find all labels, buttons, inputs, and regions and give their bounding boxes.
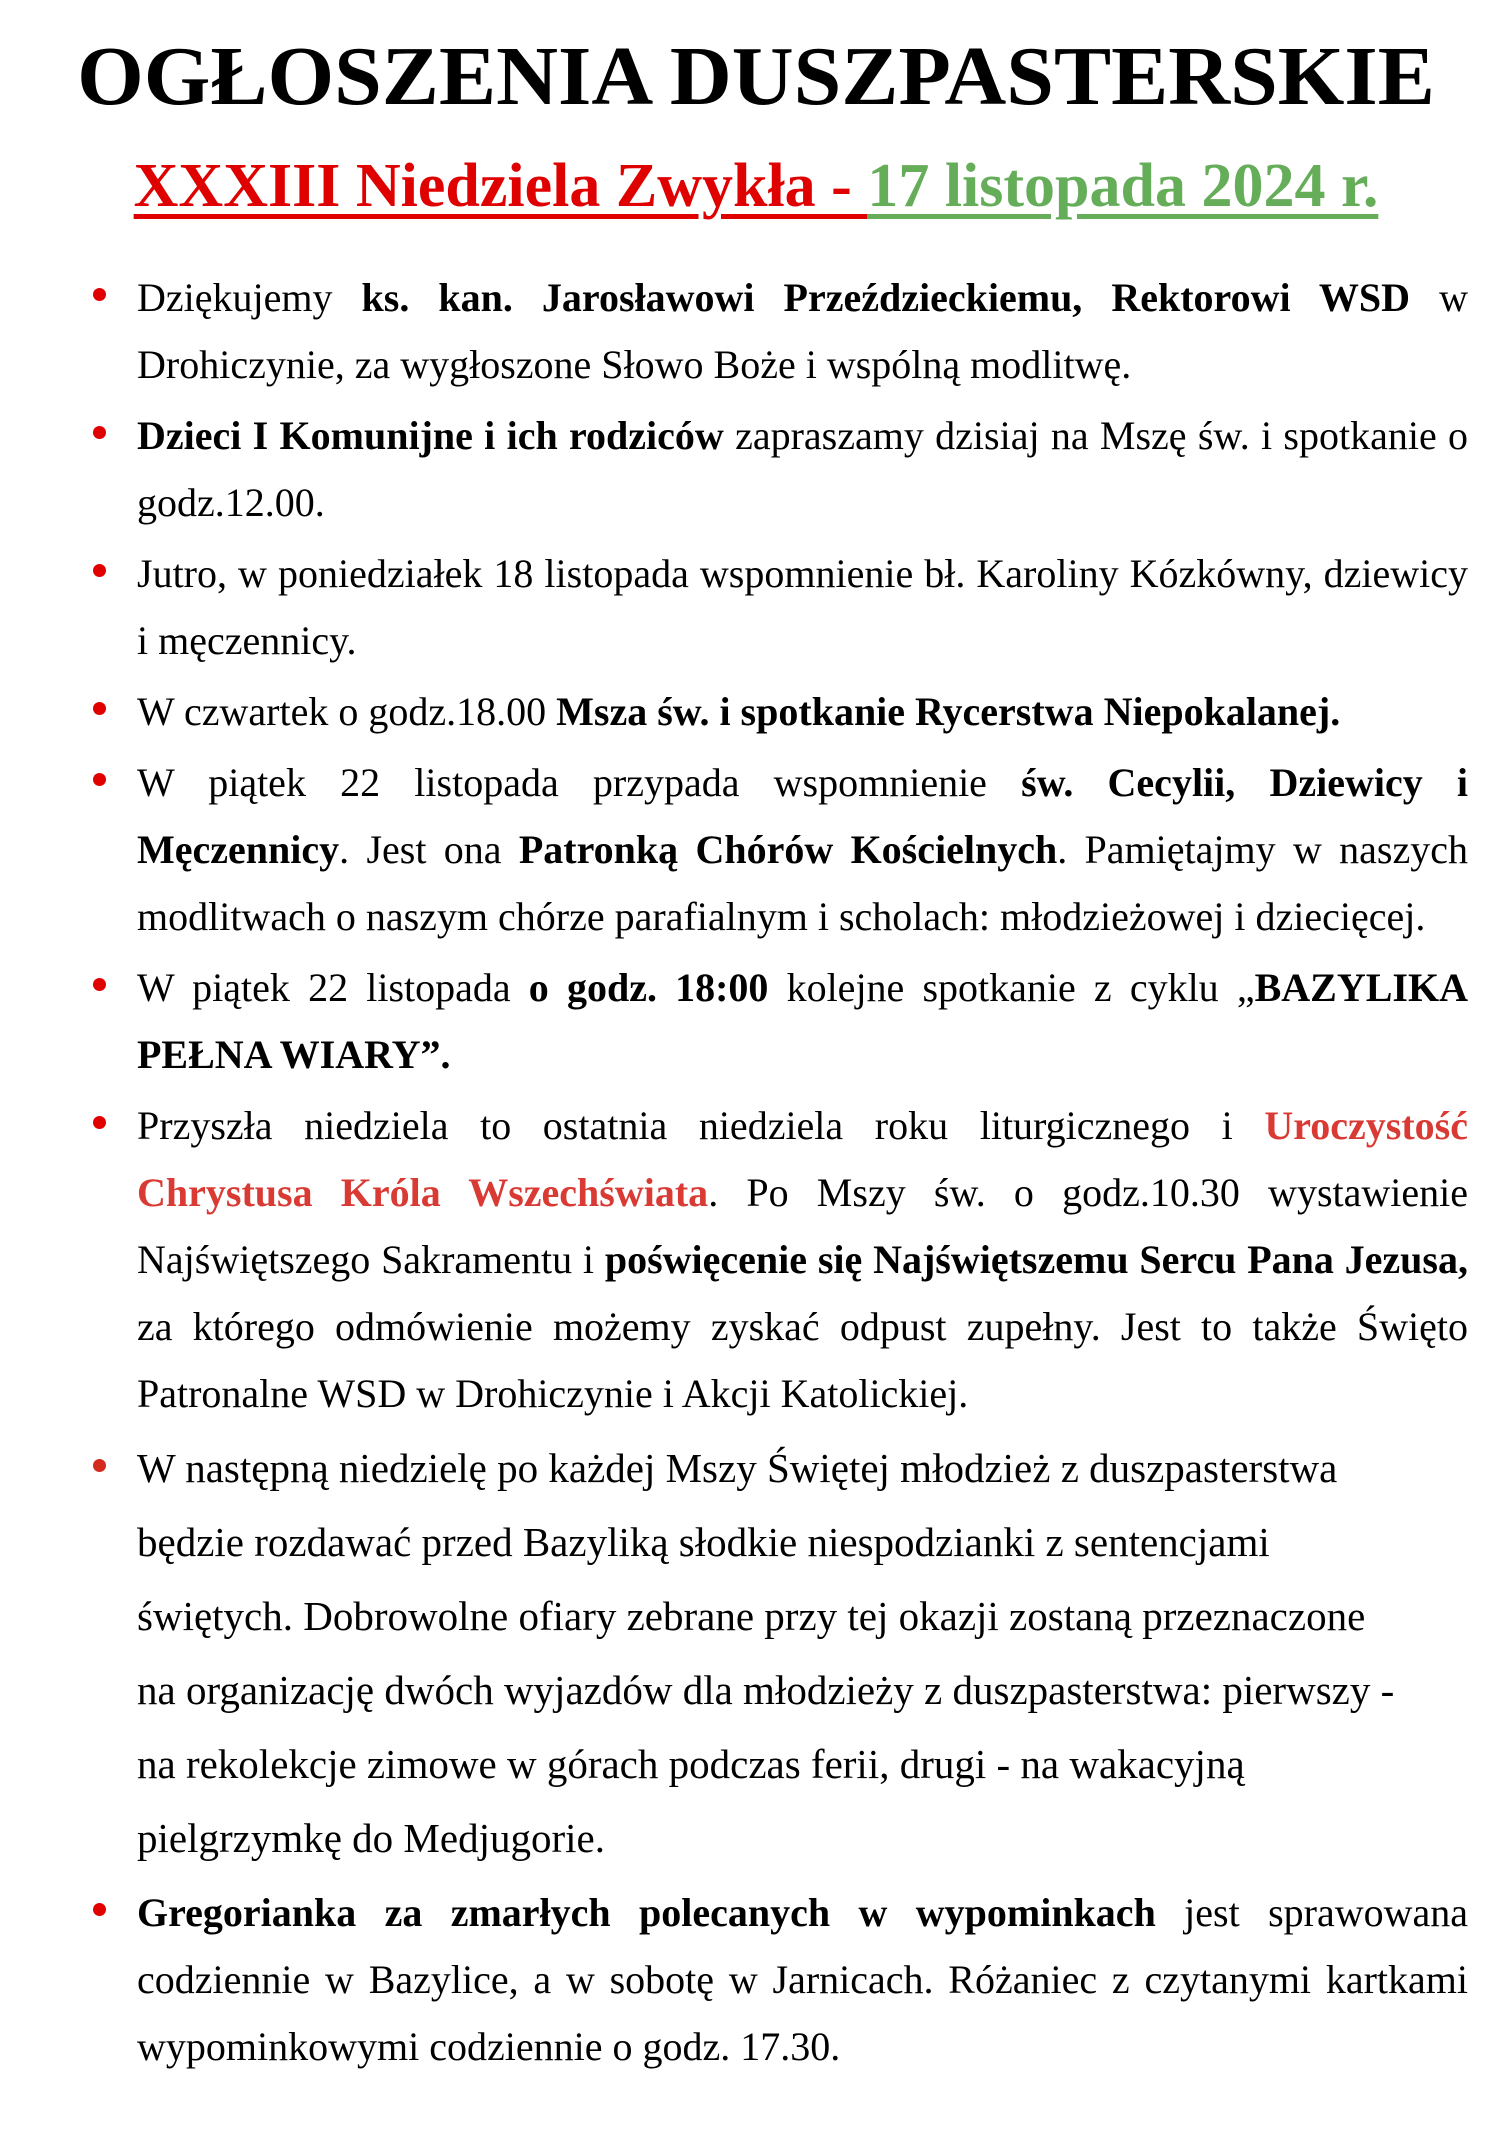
announcement-line: na organizację dwóch wyjazdów dla młodzieży z duszpasterstwa: pierwszy - [137, 1667, 1395, 1713]
bold-text: św. Cecylii, Dziewicy i Męczennicy [137, 760, 1469, 872]
bullet-icon [93, 773, 106, 786]
announcement-text [137, 1092, 1468, 1427]
page-title: OGŁOSZENIA DUSZPASTERSKIE [77, 30, 1435, 123]
text-segment: zapraszamy dzisiaj na Mszę św. i spotkanie o godz.12.00. [137, 413, 1469, 525]
text-segment: . Jest ona [339, 827, 519, 872]
bold-text: Msza św. i spotkanie Rycerstwa Niepokalanej. [556, 689, 1341, 734]
announcement-item [0, 402, 1468, 536]
announcement-text [137, 264, 1468, 398]
bold-text: Dzieci I Komunijne i ich rodziców [137, 413, 724, 458]
bold-text: ks. kan. Jarosławowi Przeździeckiemu, Rektorowi WSD [361, 275, 1411, 320]
announcement-text [137, 540, 1468, 674]
text-segment: W piątek 22 listopada przypada wspomnienie [137, 760, 1022, 805]
announcement-item [0, 1879, 1468, 2080]
announcement-item [0, 264, 1468, 398]
announcement-text [137, 749, 1468, 950]
announcement-line: W następną niedzielę po każdej Mszy Świętej młodzież z duszpasterstwa [137, 1445, 1338, 1491]
announcement-item [0, 749, 1468, 950]
bullet-icon [93, 288, 106, 301]
announcement-text [137, 954, 1468, 1088]
announcement-item [0, 540, 1468, 674]
bold-text: poświęcenie się Najświętszemu Sercu Pana Jezusa, [604, 1237, 1468, 1282]
bullet-icon [93, 702, 106, 715]
text-segment: Przyszła niedziela to ostatnia niedziela roku liturgicznego i [137, 1103, 1265, 1148]
announcement-item [0, 678, 1468, 745]
bold-text: Patronką Chórów Kościelnych [518, 827, 1058, 872]
announcement-text [137, 402, 1468, 536]
text-segment: W piątek 22 listopada [137, 965, 529, 1010]
announcement-item [0, 1431, 1468, 1875]
bullet-icon [93, 1116, 106, 1129]
bullet-icon [93, 1903, 106, 1916]
announcement-line: świętych. Dobrowolne ofiary zebrane przy tej okazji zostaną przeznaczone [137, 1593, 1366, 1639]
text-segment: W czwartek o godz.18.00 [137, 689, 557, 734]
text-segment: Dziękujemy [137, 275, 362, 320]
announcement-item [0, 1092, 1468, 1427]
bullet-icon [93, 426, 106, 439]
text-segment: . Po Mszy św. o godz.10.30 wystawienie Najświętszego Sakramentu i [137, 1170, 1468, 1282]
bold-text: Gregorianka za zmarłych polecanych w wypominkach [137, 1890, 1156, 1935]
subtitle-date: 17 listopada 2024 r. [867, 152, 1379, 220]
text-segment: w Drohiczynie, za wygłoszone Słowo Boże i wspólną modlitwę. [137, 275, 1468, 387]
subtitle-sunday-name: XXXIII Niedziela Zwykła - [133, 152, 868, 220]
announcement-text [137, 1431, 1468, 1875]
announcement-text [137, 678, 1468, 745]
announcement-line: na rekolekcje zimowe w górach podczas ferii, drugi - na wakacyjną [137, 1741, 1245, 1787]
announcement-text [137, 1879, 1468, 2080]
bullet-icon [93, 1459, 106, 1472]
text-segment: za którego odmówienie możemy zyskać odpust zupełny. Jest to także Święto Patronalne WSD w Drohiczynie i Akcji Katolickiej. [137, 1304, 1468, 1416]
announcement-item [0, 954, 1468, 1088]
text-segment: . Pamiętajmy w naszych modlitwach o naszym chórze parafialnym i scholach: młodzieżowej i dziecięcej. [137, 827, 1468, 939]
text-segment: jest sprawowana codziennie w Bazylice, a w sobotę w Jarnicach. Różaniec z czytanymi kartkami wypominkowymi codziennie o godz. 17.30. [137, 1890, 1468, 2069]
announcement-line: pielgrzymkę do Medjugorie. [137, 1815, 605, 1861]
bullet-icon [93, 978, 106, 991]
announcements-list [0, 264, 1512, 2084]
text-segment: kolejne spotkanie z cyklu „ [768, 965, 1255, 1010]
text-segment: Jutro, w poniedziałek 18 listopada wspomnienie bł. Karoliny Kózkówny, dziewicy i męczennicy. [137, 551, 1468, 663]
page-subtitle [0, 148, 1512, 224]
highlight-text: Uroczystość Chrystusa Króla Wszechświata [137, 1103, 1468, 1215]
bold-text: BAZYLIKA PEŁNA WIARY”. [137, 965, 1468, 1077]
announcement-line: będzie rozdawać przed Bazyliką słodkie niespodzianki z sentencjami [137, 1519, 1270, 1565]
bullet-icon [93, 564, 106, 577]
bold-text: o godz. 18:00 [528, 965, 769, 1010]
